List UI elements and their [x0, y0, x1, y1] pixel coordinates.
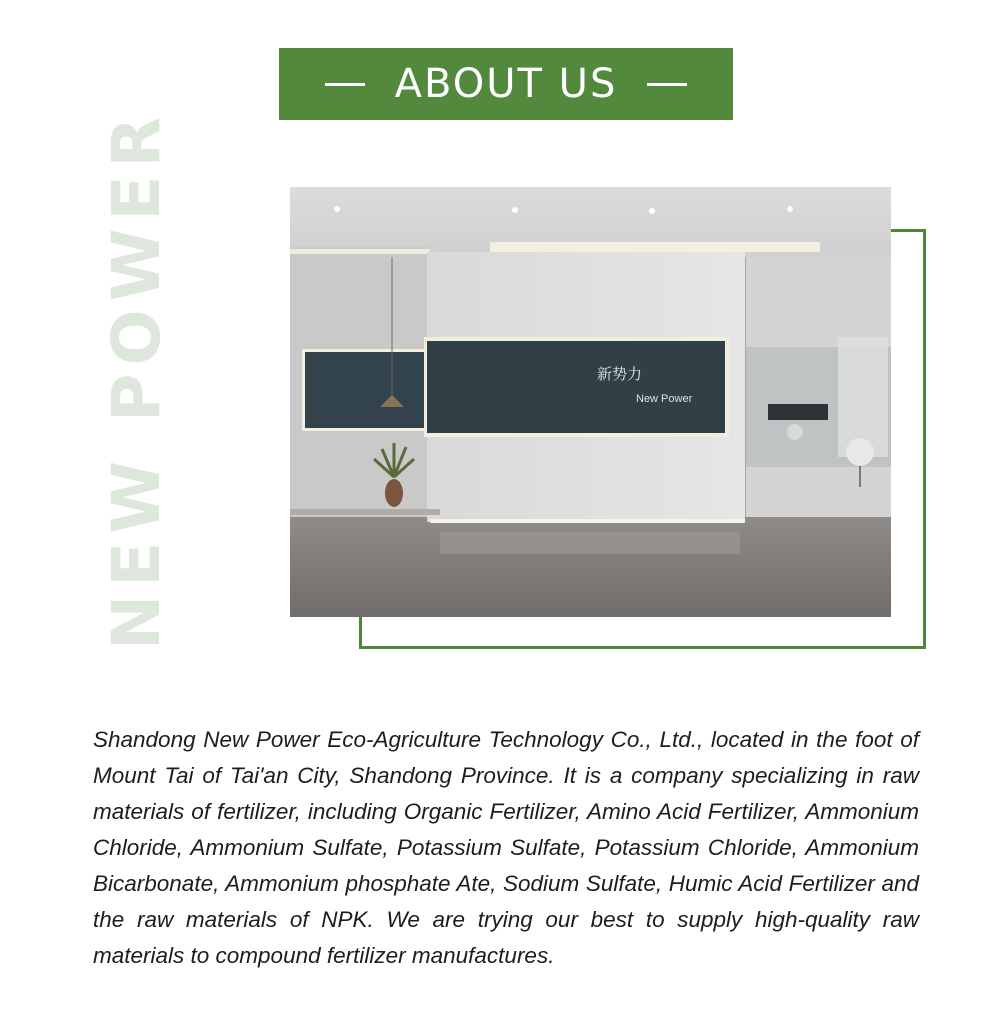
- office-reception-photo: [290, 187, 891, 617]
- sign-english: New Power: [636, 393, 693, 405]
- company-description: Shandong New Power Eco-Agriculture Technology Co., Ltd., located in the foot of Mount Tai of Tai'an City, Shandong Province. It is a company specializing in raw materials of fertilizer, including Organic Fertilizer, Amino Acid Fertilizer, Ammonium Chloride, Ammonium Sulfate, Potassium Sulfate, Potassium Chloride, Ammonium Bicarbonate, Ammonium phosphate Ate, Sodium Sulfate, Humic Acid Fertilizer and the raw materials of NPK. We are trying our best to supply high-quality raw materials to compound fertilizer manufactures.: [93, 727, 919, 968]
- page-title: ABOUT US: [394, 61, 618, 107]
- about-us-banner: [279, 48, 733, 120]
- right-dash-divider: [647, 83, 687, 86]
- left-dash-divider: [325, 83, 365, 86]
- side-watermark: [98, 108, 175, 650]
- sign-chinese: 新势力: [597, 365, 643, 383]
- side-watermark-text: NEW POWER: [98, 108, 175, 650]
